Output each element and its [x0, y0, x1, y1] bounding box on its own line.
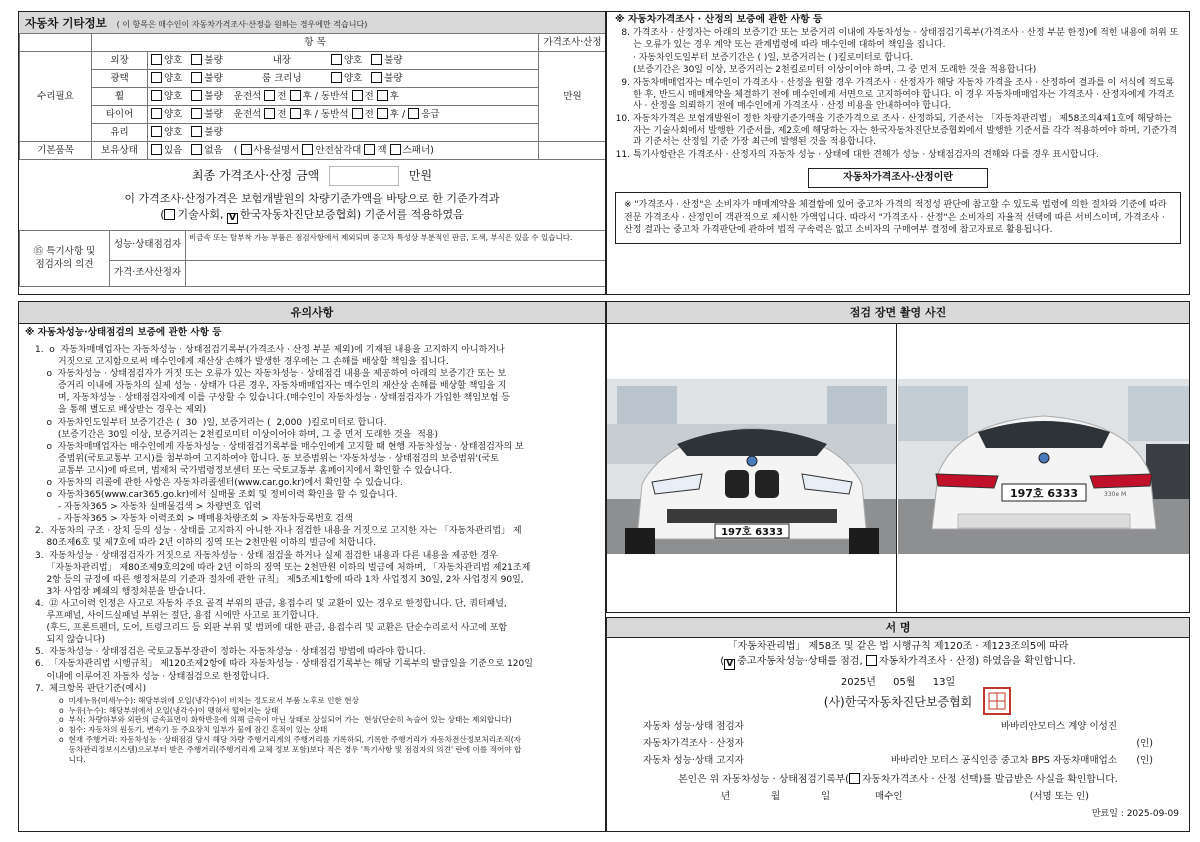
notice-subtitle: ※ 자동차성능·상태점검의 보증에 관한 사항 등	[25, 327, 222, 338]
glass-options: 양호 불량	[148, 124, 539, 142]
signature-law-line: 「자동차관리법」 제58조 및 같은 법 시행규칙 제120조 · 제123조의5에 따라	[727, 641, 1069, 652]
notice-line: 7. 체크항목 판단기준(예시)	[35, 683, 147, 694]
notice-line: ο 자동차인도일부터 보증기간은 ( 30 )일, 보증거리는 ( 2,000 )킬로미터로 합니다.	[35, 417, 387, 428]
final-price-label: 최종 가격조사·산정 금액	[191, 168, 320, 183]
wheel-label: 휠	[92, 88, 148, 106]
checkbox-wheel-driver-front[interactable]	[264, 90, 275, 101]
rear-badge: 330e M	[1104, 491, 1127, 498]
notice-line: 증범위(국토교통부 고시)를 첨부하여 고지하여야 합니다. 동 보증범위는 '자동차성능 · 상태점검의 보증범위'(국토	[35, 453, 499, 464]
checkbox-wheel-pass-front[interactable]	[352, 90, 363, 101]
special-notes-label: ⑮ 특기사항 및 점검자의 의견	[20, 230, 110, 286]
signature-section	[606, 617, 1190, 832]
final-price-unit: 만원	[408, 168, 433, 183]
photo-section	[606, 301, 1190, 613]
notice-line: ο 자동차매매업자는 매수인에게 자동차성능 · 상태점검기록부를 매수인에게 고지할 때 현행 자동차성능 · 상태점검자의 보	[35, 441, 524, 452]
checkbox-tire-pass-rear[interactable]	[377, 108, 388, 119]
tire-label: 타이어	[92, 106, 148, 124]
notice-legend-line: 니다.	[59, 754, 86, 764]
notice-line: 증거리 이내에 자동차의 실제 성능 · 상태가 다른 경우, 자동차매매업자는 매수인의 재산상 손해를 배상할 책임을 지	[35, 381, 507, 392]
other-info-header	[19, 12, 605, 34]
notice-line: 2항 등의 규정에 따른 행정처분의 기준과 절차에 관한 규칙」 제5조제1항에 따라 1차 사업정지 30일, 2차 사업정지 90일,	[35, 574, 524, 585]
checkbox-interior-bad[interactable]	[371, 54, 382, 65]
notice-line: 4. ⑫ 사고이력 인정은 사고로 자동차 주요 골격 부위의 판금, 용접수리 및 교환이 있는 경우로 한정합니다. 단, 쿼터패널,	[35, 598, 507, 609]
notice-title: 유의사항	[19, 302, 605, 324]
appraiser-label: 가격·조사산정자	[110, 260, 186, 286]
front-photo	[607, 324, 897, 612]
checkbox-tire-spare[interactable]	[408, 108, 419, 119]
price-guarantee-item: (보증기간은 30일 이상, 보증거리는 2천킬로미터 이상이어야 하며, 그 중 먼저 도래한 것을 적용합니다)	[633, 65, 1037, 76]
checkbox-glass-bad[interactable]	[191, 126, 202, 137]
notice-line: (후드, 프론트펜더, 도어, 트렁크리드 등 외판 부위 및 범퍼에 대한 판금, 용접수리 및 교환은 단순수리로서 사고에 포함	[35, 623, 508, 634]
notice-line: 루프패널, 사이드실패널 부위는 절단, 용접 시에만 사고로 표기합니다.	[35, 611, 319, 622]
definition-title: 자동차가격조사·산정이란	[808, 168, 988, 189]
price-guarantee-title: ※ 자동차가격조사 · 산정의 보증에 관한 사항 등	[615, 14, 823, 25]
notice-line: (보증기간은 30일 이상, 보증거리는 2천킬로미터 이상이어야 하며, 그 중 먼저 도래한 것을 적용)	[35, 429, 438, 440]
notice-legend	[19, 696, 605, 765]
signature-check-line: ( V 중고자동차성능·상태를 점검, 자동차가격조사 · 산정) 하였음을 확인합니다.	[720, 655, 1076, 669]
notice-line: - 자동차365 > 자동차 이력조회 > 매매용차량조회 > 자동차등록번호 검색	[35, 514, 353, 525]
notice-line: 80조제6호 및 제7호에 따라 2년 이하의 징역 또는 2천만원 이하의 벌금에 처합니다.	[35, 538, 376, 549]
buyer-row: 년 월 일 매수인 (서명 또는 인)	[721, 791, 1089, 803]
standard-line-2: ( 기술사회, V 한국자동차진단보증협회) 기준서를 적용하였음	[160, 207, 464, 223]
checkbox-used-car-inspect[interactable]: V	[724, 659, 735, 670]
notice-line: 이내에 이루어진 자동차 성능 · 상태점검으로 한정합니다.	[35, 671, 270, 682]
rear-plate: 197호 6333	[1009, 487, 1079, 500]
checkbox-wheel-bad[interactable]	[191, 90, 202, 101]
other-info-note: ( 이 항목은 매수인이 자동차가격조사·산정을 원하는 경우에만 적습니다)	[116, 20, 368, 29]
checkbox-wheel-driver-rear[interactable]	[290, 90, 301, 101]
checkbox-gloss-good[interactable]	[151, 72, 162, 83]
exterior-label: 외장	[92, 52, 148, 70]
notice-line: 3차 사업장 폐쇄의 행정처분을 받습니다.	[35, 586, 206, 597]
checkbox-price-appraisal[interactable]	[866, 655, 877, 666]
checkbox-assoc[interactable]: V	[227, 213, 238, 224]
signature-row: 자동차 성능·상태 고지자 바바리안 모터스 공식인증 중고차 BPS 자동차매매업소 (인)	[643, 754, 1153, 766]
interior-label: 내장	[272, 55, 291, 67]
receipt-line: 본인은 위 자동차성능 · 상태점검기록부( 자동차가격조사 · 산정 선택)를 발급받은 사실을 확인합니다.	[678, 774, 1118, 785]
col-item-header: 항 목	[92, 34, 539, 52]
checkbox-wheel-pass-rear[interactable]	[377, 90, 388, 101]
price-guarantee-items	[615, 28, 1181, 162]
notice-line: - 자동차365 > 자동차 실매물검색 > 차량번호 입력	[35, 502, 262, 513]
inspector-label: 성능·상태점검자	[110, 230, 186, 260]
checkbox-glass-good[interactable]	[151, 126, 162, 137]
other-info-table	[19, 33, 606, 160]
front-car-photo	[607, 324, 897, 612]
signature-date: 2025년 05월 13일	[840, 676, 956, 688]
gloss-options: 양호 불량 룸 크리닝 양호 불량	[148, 70, 539, 88]
checkbox-spanner[interactable]	[390, 144, 401, 155]
notice-line: 5. 자동차성능 · 상태점검은 국토교통부장관이 정하는 자동차성능 · 상태점검 방법에 따라야 합니다.	[35, 647, 426, 658]
signature-org: (사)한국자동차진단보증협회	[823, 695, 973, 709]
price-guarantee-item: 10. 자동차가격은 보험개발원이 정한 차량기준가액을 기준가격으로 조사 · 산정하되, 기준서는 「자동차관리법」 제58조의4제1호에 해당하는 자는 기술사회에서 발행한 기준서를, 제2호에 해당하는 자는 한국자동차진단보증협회에서 발행한 기준서를 각각 적용하여야 하며, 기준가격과 기준서는 산정일 기준 가장 최근에 발행된 것을 적용합니다.	[615, 114, 1178, 148]
checkbox-tire-driver-front[interactable]	[264, 108, 275, 119]
checkbox-triangle[interactable]	[302, 144, 313, 155]
other-info-section	[18, 11, 606, 295]
rear-photo	[898, 324, 1190, 612]
special-notes-table	[19, 230, 606, 287]
notice-line: 「자동차관리법」 제80조제9호의2에 따라 2년 이하의 징역 또는 2천만원 이하의 벌금에 처하며, 「자동차관리법 제21조제	[35, 562, 531, 573]
checkbox-gloss-bad[interactable]	[191, 72, 202, 83]
checkbox-room-bad[interactable]	[371, 72, 382, 83]
notice-line: 교통부 고시)에 따르며, 법제처 국가법령정보센터 또는 국토교통부 홈페이지에서 확인할 수 있습니다.	[35, 465, 453, 476]
price-guarantee-item: 11. 특기사항란은 가격조사 · 산정자의 자동차 성능 · 상태에 대한 견해가 성능 · 상태점검자의 견해와 다를 경우 표시합니다.	[615, 150, 1099, 161]
notice-line: 거짓으로 고지함으로써 매수인에게 재산상 손해가 발생한 경우에는 그 손해를 배상할 책임을 집니다.	[35, 357, 449, 368]
col-price-header: 가격조사·산정	[539, 34, 607, 52]
notice-line: 3. 자동차성능 · 상태점검자가 거짓으로 자동차성능 · 상태 점검을 하거나 실제 점검한 내용과 다른 내용을 제공한 경우	[35, 550, 498, 561]
checkbox-exterior-bad[interactable]	[191, 54, 202, 65]
notice-line: ο 자동차의 리콜에 관한 사항은 자동차리콜센터(www.car.go.kr)에서 확인할 수 있습니다.	[35, 478, 403, 489]
notice-section	[18, 301, 606, 832]
price-guarantee-item: · 자동차인도일부터 보증기간은 ( )일, 보증거리는 ( )킬로미터로 합니다.	[633, 52, 914, 63]
org-seal-icon	[983, 687, 1011, 715]
repair-label: 수리필요	[20, 52, 92, 142]
final-price-row	[19, 166, 605, 186]
checkbox-manual[interactable]	[241, 144, 252, 155]
notice-legend-line: 동차관리정보시스템)으로부터 받은 주행거리(주행거리계 교체 정보 포함)보다 적은 경우 '특기사항 및 점검자의 의견' 란에 이를 적어야 합	[59, 745, 522, 754]
signature-org-row	[617, 695, 1179, 710]
appraiser-opinion	[186, 260, 607, 286]
signature-rows	[617, 718, 1179, 769]
wheel-options: 양호 불량 운전석 전 후 / 동반석 전 후	[148, 88, 539, 106]
notice-line: 며, 자동차성능 · 상태점검자에게 이를 구상할 수 있습니다.(매수인이 자동차성능 · 상태점검자가 가입한 책임보험 등	[35, 393, 510, 404]
final-price-input[interactable]	[329, 166, 399, 186]
price-guarantee-item: 9. 자동차매매업자는 매수인이 가격조사 · 산정을 원할 경우 가격조사 · 산정자가 해당 자동차 가격을 조사 · 산정하여 결과를 이 서식에 적도록 한 후, 반드시 매매계약을 체결하기 전에 매수인에게 서면으로 고지하여야 합니다. 이 경우 자동차매매업자는 가격조사 · 산정자에게 가격조사 · 산정을 의뢰하기 전에 매수인에게 가격조사 · 산정 비용을 안내하여야 합니다.	[621, 77, 1175, 112]
notice-lines	[19, 345, 605, 696]
photo-title: 점검 장면 촬영 사진	[607, 302, 1189, 324]
checkbox-tire-good[interactable]	[151, 108, 162, 119]
notice-line: 2. 자동차의 구조 · 장치 등의 성능 · 상태를 고지하지 아니한 자나 점검한 내용을 거짓으로 고지한 자는 「자동차관리법」 제	[35, 526, 522, 537]
notice-legend-line: ο 누유(누수): 해당부위에서 오일(냉각수)이 맺혀서 떨어지는 상태	[59, 705, 279, 715]
checkbox-receipt-price[interactable]	[849, 773, 860, 784]
notice-legend-line: ο 미세누유(미세누수): 해당부위에 오일(냉각수)이 비치는 정도로서 부품 노후로 인한 현상	[59, 695, 359, 705]
checkbox-have[interactable]	[151, 144, 162, 155]
notice-line: ο 자동차365(www.car365.go.kr)에서 실매물 조회 및 정비이력 확인을 할 수 있습니다.	[35, 490, 398, 501]
signature-title: 서 명	[607, 618, 1189, 638]
checkbox-none[interactable]	[191, 144, 202, 155]
basic-items-options: 있음 없음 ( 사용설명서 안전삼각대 잭 스패너)	[148, 142, 539, 160]
definition-text: ※ "가격조사 · 산정"은 소비자가 매매계약을 체결함에 있어 중고차 가격의 적정성 판단에 참고할 수 있도록 법령에 의한 절차와 기준에 따라 전문 가격조사 · 산정인이 객관적으로 제시한 가액입니다. 따라서 "가격조사 · 산정"은 소비자의 자율적 선택에 따른 서비스이며, 가격조사 · 산정 결과는 중고차 가격판단에 관하여 법적 구속력은 없고 소비자의 구매여부 결정에 참고자료로 활용됩니다.	[615, 192, 1181, 244]
checkbox-tech-society[interactable]	[164, 209, 175, 220]
rear-car-photo	[898, 324, 1190, 612]
room-cleaning-label: 룸 크리닝	[261, 73, 302, 85]
checkbox-room-good[interactable]	[331, 72, 342, 83]
front-plate: 197호 6333	[721, 527, 783, 538]
notice-line: 6. 「자동차관리법 시행규칙」 제120조제2항에 따라 자동차성능 · 상태점검기록부는 해당 기록부의 발급일을 기준으로 120일	[35, 659, 533, 670]
price-guarantee-item: 8. 가격조사 · 산정자는 아래의 보증기간 또는 보증거리 이내에 자동차성능 · 상태점검기록부(가격조사 · 산정 부분 한정)에 적힌 내용에 허위 또는 오류가 있는 경우 계약 또는 관계법령에 따라 매수인에 대하여 책임을 집니다.	[621, 28, 1179, 50]
checkbox-interior-good[interactable]	[331, 54, 342, 65]
standard-line-1: 이 가격조사·산정가격은 보험개발원의 차량기준가액을 바탕으로 한 기준가격과	[124, 192, 500, 205]
price-guarantee-section	[606, 11, 1190, 295]
checkbox-tire-bad[interactable]	[191, 108, 202, 119]
repair-price-unit: 만원	[539, 52, 607, 142]
signature-row: 자동차 성능·상태 점검자 바바리안모터스 계양 이성진	[643, 720, 1117, 732]
glass-label: 유리	[92, 124, 148, 142]
notice-legend-line: ο 침수: 자동차의 원동기, 변속기 등 주요장치 일부가 물에 잠긴 흔적이 있는 상태	[59, 725, 328, 735]
checkbox-exterior-good[interactable]	[151, 54, 162, 65]
notice-legend-line: ο 부식: 차량하부와 외판의 금속표면이 화학반응에 의해 금속이 아닌 상태로 상실되어 가는 현상(단순히 녹슬어 있는 상태는 제외합니다)	[59, 715, 512, 725]
notice-line: ο 자동차성능 · 상태점검자가 거짓 또는 오류가 있는 자동차성능 · 상태점검 내용을 제공하여 아래의 보증기간 또는 보	[35, 369, 507, 380]
notice-line: 되지 않습니다)	[35, 635, 105, 646]
holding-label: 보유상태	[92, 142, 148, 160]
buyer-sign[interactable]: (서명 또는 인)	[1029, 791, 1089, 803]
notice-line: 을 통해 별도로 배상받는 경우는 제외)	[35, 405, 207, 416]
checkbox-tire-pass-front[interactable]	[352, 108, 363, 119]
other-info-title: 자동차 기타정보	[25, 16, 107, 30]
tire-options: 양호 불량 운전석 전 후 / 동반석 전 후 / 응급	[148, 106, 539, 124]
exterior-options: 양호 불량 내장 양호 불량	[148, 52, 539, 70]
checkbox-wheel-good[interactable]	[151, 90, 162, 101]
notice-line: 1. ο 자동차매매업자는 자동차성능 · 상태점검기록부(가격조사 · 산정 부분 제외)에 기재된 내용을 고지하지 아니하거나	[35, 344, 505, 355]
gloss-label: 광택	[92, 70, 148, 88]
checkbox-jack[interactable]	[364, 144, 375, 155]
expiry-date: 만료일 : 2025-09-09	[1091, 809, 1179, 820]
notice-legend-line: ο 현재 주행거리: 자동차성능 · 상태점검 당시 해당 차량 주행거리계의 주행거리를 기록하되, 기록한 주행거리가 자동차전산정보처리조직(자	[59, 735, 521, 745]
inspector-opinion: 비금속 또는 탈부착 가능 부품은 점검사항에서 제외되며 중고차 특성상 부분적인 판금, 도색, 부식은 있을 수 있습니다.	[186, 230, 607, 260]
checkbox-tire-driver-rear[interactable]	[290, 108, 301, 119]
signature-row: 자동차가격조사 · 산정자 (인)	[643, 737, 1153, 749]
basic-items-label: 기본품목	[20, 142, 92, 160]
